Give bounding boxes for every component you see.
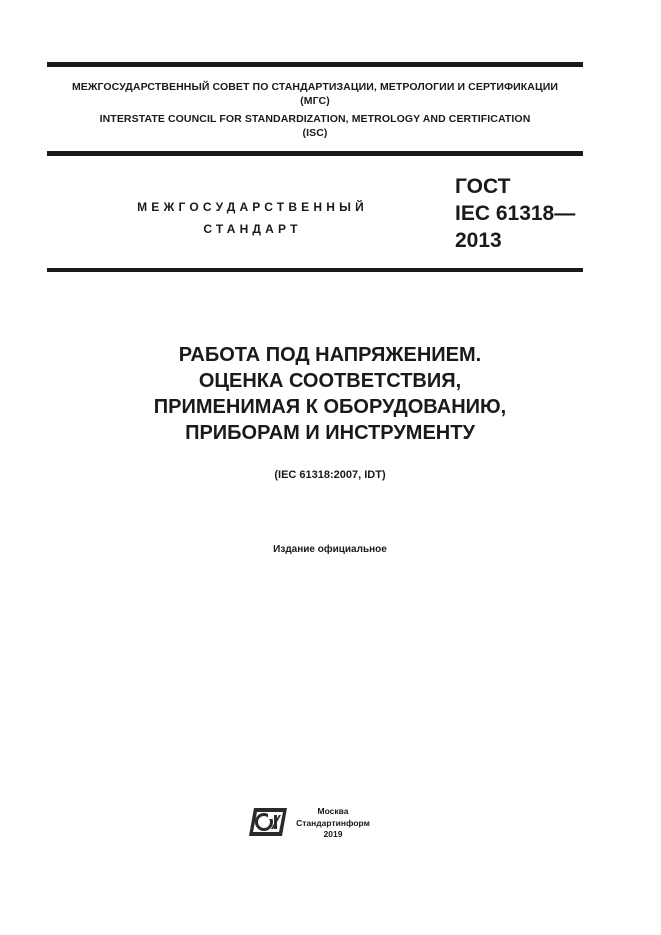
publisher-name: Стандартинформ bbox=[296, 817, 370, 828]
council-abbr-ru: (МГС) bbox=[300, 95, 330, 107]
publisher-city: Москва bbox=[317, 806, 349, 816]
designation-line3: 2013 bbox=[455, 229, 502, 252]
document-title bbox=[60, 342, 600, 446]
designation-line2: IEC 61318— bbox=[455, 202, 576, 225]
publication-year: 2019 bbox=[323, 829, 343, 839]
standard-type bbox=[110, 196, 395, 240]
title-line4: ПРИБОРАМ И ИНСТРУМЕНТУ bbox=[185, 422, 475, 444]
bottom-rule bbox=[47, 268, 583, 272]
iec-reference: (IEC 61318:2007, IDT) bbox=[274, 469, 386, 481]
council-name-en-line1: INTERSTATE COUNCIL FOR STANDARDIZATION, METROLOGY AND CERTIFICATION bbox=[99, 113, 531, 125]
standard-type-line2: СТАНДАРТ bbox=[203, 222, 302, 236]
council-name-ru-line1: МЕЖГОСУДАРСТВЕННЫЙ СОВЕТ ПО СТАНДАРТИЗАЦИИ, МЕТРОЛОГИИ И СЕРТИФИКАЦИИ bbox=[71, 81, 559, 93]
council-name-en bbox=[47, 112, 583, 140]
standartinform-logo-icon bbox=[248, 806, 288, 838]
title-line3: ПРИМЕНИМАЯ К ОБОРУДОВАНИЮ, bbox=[153, 396, 507, 418]
standard-designation bbox=[455, 173, 575, 254]
designation-line1: ГОСТ bbox=[455, 175, 511, 198]
title-line2: ОЦЕНКА СООТВЕТСТВИЯ, bbox=[198, 370, 462, 392]
standard-type-line1: МЕЖГОСУДАРСТВЕННЫЙ bbox=[137, 200, 368, 214]
top-rule bbox=[47, 62, 583, 67]
council-name-ru bbox=[47, 80, 583, 108]
publisher-block bbox=[293, 806, 373, 841]
edition-note: Издание официальное bbox=[273, 544, 387, 555]
title-line1: РАБОТА ПОД НАПРЯЖЕНИЕМ. bbox=[178, 344, 482, 366]
middle-rule bbox=[47, 151, 583, 156]
council-abbr-en: (ISC) bbox=[302, 127, 328, 139]
